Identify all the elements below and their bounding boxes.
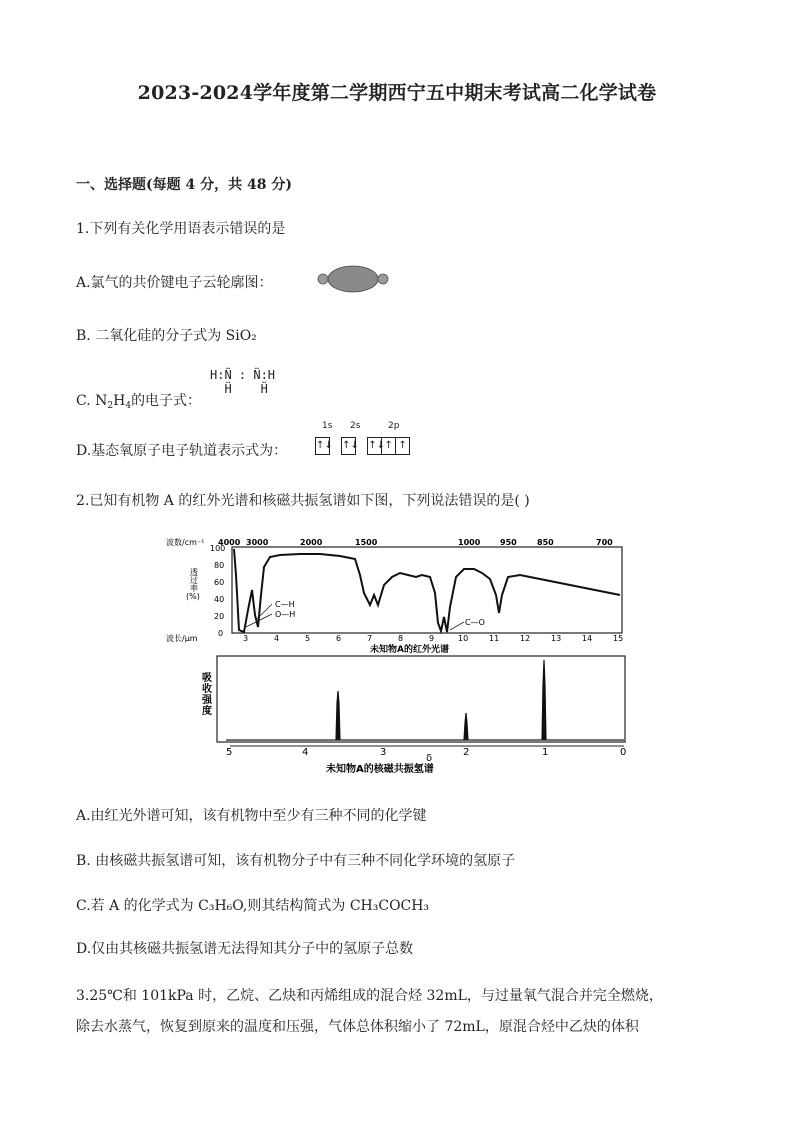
q1-option-a: A.氯气的共价键电子云轮廓图： (76, 275, 273, 291)
ir-spectrum (160, 535, 630, 655)
ir-x-tick: 7 (367, 634, 373, 643)
orbital-label-2s: 2s (350, 421, 361, 431)
q1-option-d: D.基态氧原子电子轨道表示式为： (76, 443, 288, 459)
chlorine-electron-cloud-diagram (316, 265, 390, 293)
n2h4-bottom-row: Ḧ Ḧ (210, 382, 268, 396)
question-3-line-2: 除去水蒸气，恢复到原来的温度和压强，气体总体积缩小了 72mL，原混合烃中乙炔的体积 (76, 1019, 639, 1035)
n2h4-top-row: H:N̈ : N̈:H (210, 368, 276, 382)
ir-x-tick: 8 (398, 634, 404, 643)
orbital-box-2s: ↑↓ (341, 437, 356, 455)
ir-x-tick: 13 (551, 634, 562, 643)
nmr-spectrum (202, 655, 636, 780)
ir-frame (232, 547, 622, 633)
ir-top-tick: 3000 (246, 538, 269, 547)
ir-y-tick: 20 (214, 612, 225, 621)
nmr-peak (542, 660, 546, 740)
ir-x-tick: 14 (582, 634, 593, 643)
ir-x-ticks (243, 634, 623, 643)
ir-annotation-oh: O—H (275, 610, 296, 619)
ir-top-tick: 4000 (218, 538, 241, 547)
ir-ylabel: 透过率(%) (186, 568, 200, 601)
ir-top-tick: 2000 (300, 538, 323, 547)
ir-x-tick: 12 (520, 634, 531, 643)
ir-x-tick: 9 (429, 634, 435, 643)
nmr-x-tick: 0 (620, 747, 627, 758)
q2-option-c: C.若 A 的化学式为 C₃H₆O,则其结构简式为 CH₃COCH₃ (76, 898, 430, 914)
q2-option-d: D.仅由其核磁共振氢谱无法得知其分子中的氢原子总数 (76, 941, 414, 957)
ir-top-tick: 950 (500, 538, 517, 547)
nmr-caption: 未知物A的核磁共振氢谱 (326, 764, 434, 775)
orbital-label-2p: 2p (388, 421, 400, 431)
q2-option-b: B. 由核磁共振氢谱可知，该有机物分子中有三种不同化学环境的氢原子 (76, 853, 516, 869)
nmr-delta-label: δ (426, 753, 433, 764)
ir-annotation-ch: C—H (275, 600, 295, 609)
orbital-box-2p-2: ↑ (381, 437, 396, 455)
nmr-peak (336, 691, 340, 740)
orbital-box-1s: ↑↓ (315, 437, 330, 455)
ir-top-tick: 700 (596, 538, 613, 547)
oxygen-orbital-diagram (316, 421, 410, 455)
q2-option-a: A.由红光外谱可知，该有机物中至少有三种不同的化学键 (76, 808, 427, 824)
ir-spectrum-curve (234, 549, 620, 632)
nmr-x-tick: 5 (226, 747, 233, 758)
ir-xlabel: 波长/μm (166, 634, 198, 643)
ir-y-tick: 80 (214, 561, 225, 570)
ir-x-tick: 15 (613, 634, 624, 643)
section-heading: 一、选择题(每题 4 分，共 48 分) (76, 177, 292, 193)
ir-y-tick: 40 (214, 595, 225, 604)
nmr-ylabel: 吸收强度 (202, 673, 212, 717)
q1-option-c: C. $N_2H_4$的电子式： (76, 393, 202, 411)
orbital-box-2p-1: ↑↓ (367, 437, 382, 455)
question-1-stem: 1.下列有关化学用语表示错误的是 (76, 221, 286, 237)
orbital-label-1s: 1s (322, 421, 333, 431)
page-title: 2023-2024学年度第二学期西宁五中期末考试高二化学试卷 (137, 82, 657, 104)
ir-y-ticks (210, 544, 225, 638)
q1-option-b: B. 二氧化硅的分子式为 SiO₂ (76, 328, 257, 344)
question-2-stem: 2.已知有机物 A 的红外光谱和核磁共振氢谱如下图，下列说法错误的是( ) (76, 493, 530, 509)
ir-x-tick: 3 (243, 634, 249, 643)
ir-caption: 未知物A的红外光谱 (370, 645, 449, 655)
nmr-frame (217, 656, 625, 742)
ir-x-tick: 10 (458, 634, 469, 643)
ir-pointer-co (450, 622, 464, 630)
ir-top-ticks (218, 538, 613, 547)
nmr-x-tick: 1 (542, 747, 549, 758)
ir-x-tick: 6 (336, 634, 342, 643)
ir-top-tick: 850 (537, 538, 554, 547)
n2h4-electron-formula (210, 368, 275, 396)
ir-y-tick: 60 (214, 578, 225, 587)
nmr-x-tick: 4 (302, 747, 309, 758)
orbital-box-2p-3: ↑ (395, 437, 410, 455)
ir-wavenumber-label: 波数/cm⁻¹ (166, 538, 205, 547)
ir-annotation-co: C—O (465, 618, 485, 627)
ir-x-tick: 4 (274, 634, 280, 643)
ir-top-tick: 1500 (355, 538, 378, 547)
ir-y-tick: 100 (210, 544, 226, 553)
nmr-peak (464, 713, 468, 740)
nmr-x-tick: 2 (463, 747, 470, 758)
ir-y-tick: 0 (218, 629, 224, 638)
question-3-line-1: 3.25℃和 101kPa 时，乙烷、乙炔和丙烯组成的混合烃 32mL，与过量氧气混合并完全燃烧， (76, 988, 663, 1004)
ir-x-tick: 5 (305, 634, 311, 643)
ir-x-tick: 11 (489, 634, 500, 643)
ir-top-tick: 1000 (458, 538, 481, 547)
nmr-x-tick: 3 (380, 747, 387, 758)
